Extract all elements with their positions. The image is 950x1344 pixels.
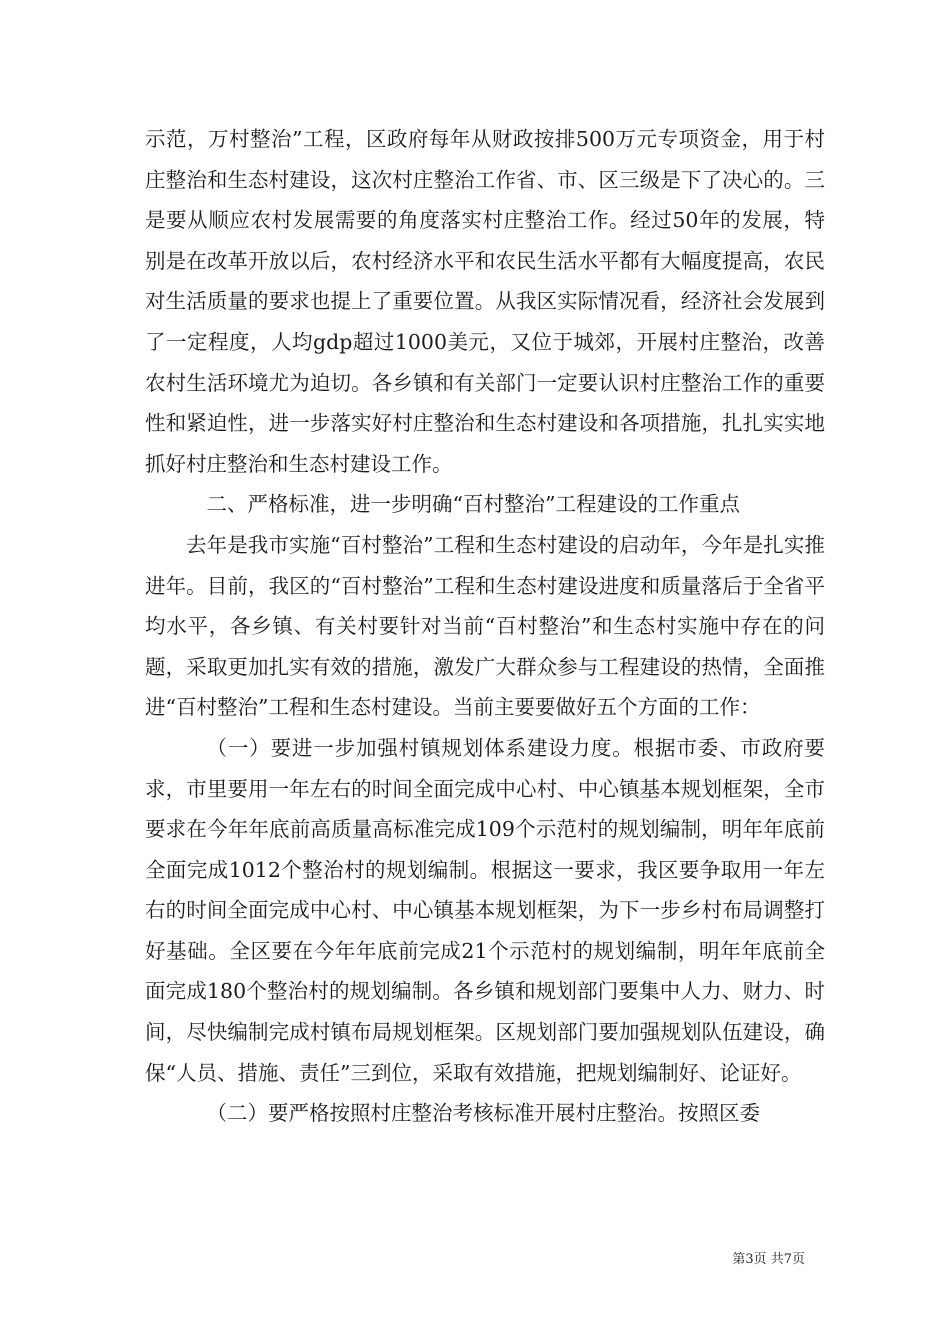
paragraph-continuation: 示范，万村整治”工程，区政府每年从财政按排500万元专项资金，用于村庄整治和生态村建设，这次村庄整治工作省、市、区三级是下了决心的。三是要从顺应农村发展需要的角度落实村庄整治工作。经过50年的发展，特别是在改革开放以后，农村经济水平和农民生活水平都有大幅度提高，农民对生活质量的要求也提上了重要位置。从我区实际情况看，经济社会发展到了一定程度，人均gdp超过1000美元，又位于城郊，开展村庄整治，改善农村生活环境尤为迫切。各乡镇和有关部门一定要认识村庄整治工作的重要性和紧迫性，进一步落实好村庄整治和生态村建设和各项措施，扎扎实实地抓好村庄整治和生态村建设工作。 [145, 127, 825, 476]
document-body [145, 119, 825, 1134]
section-heading-two: 二、严格标准，进一步明确“百村整治”工程建设的工作重点 [206, 492, 740, 517]
paragraph-section-two-intro: 去年是我市实施“百村整治”工程和生态村建设的启动年，今年是扎实推进年。目前，我区的“百村整治”工程和生态村建设进度和质量落后于全省平均水平，各乡镇、有关村要针对当前“百村整治”和生态村实施中存在的问题，采取更加扎实有效的措施，激发广大群众参与工程建设的热情，全面推进“百村整治”工程和生态村建设。当前主要要做好五个方面的工作： [145, 532, 825, 720]
paragraph-item-two: （二）要严格按照村庄整治考核标准开展村庄整治。按照区委 [206, 1101, 760, 1126]
page-number-footer: 第3页 共7页 [732, 1252, 805, 1267]
paragraph-item-one: （一）要进一步加强村镇规划体系建设力度。根据市委、市政府要求，市里要用一年左右的时间全面完成中心村、中心镇基本规划框架，全市要求在今年年底前高质量高标准完成109个示范村的规划编制，明年年底前全面完成1012个整治村的规划编制。根据这一要求，我区要争取用一年左右的时间全面完成中心村、中心镇基本规划框架，为下一步乡村布局调整打好基础。全区要在今年年底前完成21个示范村的规划编制，明年年底前全面完成180个整治村的规划编制。各乡镇和规划部门要集中人力、财力、时间，尽快编制完成村镇布局规划框架。区规划部门要加强规划队伍建设，确保“人员、措施、责任”三到位，采取有效措施，把规划编制好、论证好。 [145, 735, 825, 1085]
